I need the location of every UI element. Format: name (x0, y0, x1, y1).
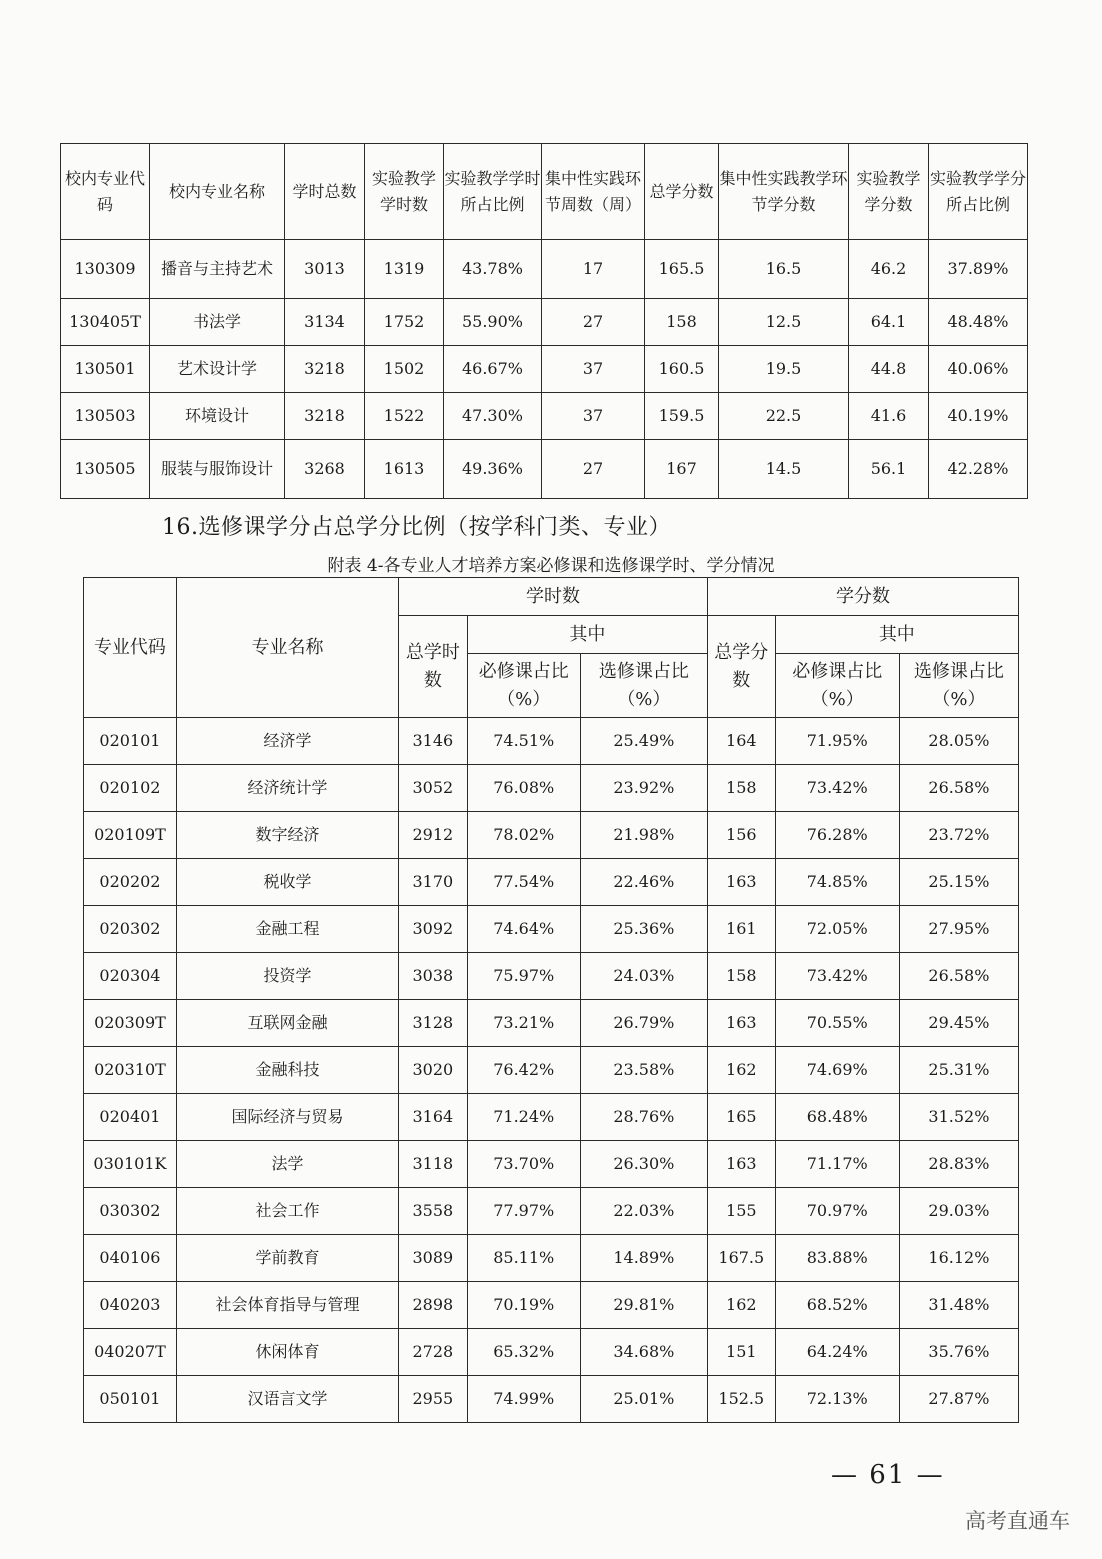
table-cell: 37 (542, 393, 645, 440)
table-cell: 156 (707, 812, 775, 859)
table-row (84, 1376, 1019, 1423)
table-cell: 25.49% (580, 718, 707, 765)
table-cell: 金融科技 (176, 1047, 398, 1094)
table-cell: 030302 (84, 1188, 177, 1235)
table-cell: 74.51% (467, 718, 580, 765)
table-cell: 2912 (399, 812, 468, 859)
table-row (61, 240, 1028, 299)
table-cell: 3089 (399, 1235, 468, 1282)
table-row (84, 1188, 1019, 1235)
table-cell: 162 (707, 1047, 775, 1094)
table-cell: 28.05% (899, 718, 1018, 765)
table-cell: 73.42% (775, 953, 899, 1000)
table-cell: 64.24% (775, 1329, 899, 1376)
table-cell: 78.02% (467, 812, 580, 859)
table-cell: 2728 (399, 1329, 468, 1376)
table-cell: 130501 (61, 346, 150, 393)
course-ratio-table (83, 577, 1019, 1423)
table-cell: 020101 (84, 718, 177, 765)
table-cell: 29.45% (899, 1000, 1018, 1047)
table-cell: 学前教育 (176, 1235, 398, 1282)
table-cell: 3268 (285, 440, 365, 499)
table-row (84, 953, 1019, 1000)
table-cell: 环境设计 (150, 393, 285, 440)
table-cell: 37.89% (929, 240, 1028, 299)
table-cell: 164 (707, 718, 775, 765)
table-cell: 社会工作 (176, 1188, 398, 1235)
table-cell: 73.70% (467, 1141, 580, 1188)
table-cell: 44.8 (849, 346, 929, 393)
table-cell: 130505 (61, 440, 150, 499)
table-row (61, 346, 1028, 393)
table-cell: 12.5 (719, 299, 849, 346)
table-cell: 47.30% (444, 393, 542, 440)
table-cell: 158 (645, 299, 719, 346)
table-cell: 040203 (84, 1282, 177, 1329)
table-cell: 23.92% (580, 765, 707, 812)
table-cell: 25.36% (580, 906, 707, 953)
table1-header-row (61, 144, 1028, 240)
table-cell: 70.97% (775, 1188, 899, 1235)
table1-header-cell: 实验教学学分数 (849, 144, 929, 240)
table-cell: 74.85% (775, 859, 899, 906)
header-among-credits: 其中 (775, 616, 1018, 654)
table-cell: 55.90% (444, 299, 542, 346)
table-cell: 23.58% (580, 1047, 707, 1094)
table-cell: 19.5 (719, 346, 849, 393)
table-cell: 130503 (61, 393, 150, 440)
table-cell: 020401 (84, 1094, 177, 1141)
table-cell: 71.17% (775, 1141, 899, 1188)
table-cell: 158 (707, 953, 775, 1000)
header-elective-ratio-credits: 选修课占比（%） (899, 654, 1018, 718)
table-cell: 77.54% (467, 859, 580, 906)
table-cell: 国际经济与贸易 (176, 1094, 398, 1141)
table-cell: 83.88% (775, 1235, 899, 1282)
table-cell: 48.48% (929, 299, 1028, 346)
table-cell: 73.42% (775, 765, 899, 812)
table-cell: 46.67% (444, 346, 542, 393)
table-cell: 49.36% (444, 440, 542, 499)
table-cell: 1502 (365, 346, 444, 393)
table-cell: 167 (645, 440, 719, 499)
table-cell: 163 (707, 1000, 775, 1047)
professional-practice-table (60, 143, 1028, 499)
table-cell: 播音与主持艺术 (150, 240, 285, 299)
table-cell: 27.95% (899, 906, 1018, 953)
table-cell: 经济学 (176, 718, 398, 765)
table-cell: 56.1 (849, 440, 929, 499)
table-cell: 数字经济 (176, 812, 398, 859)
header-total-credits: 总学分数 (707, 616, 775, 718)
table1-header-cell: 校内专业代码 (61, 144, 150, 240)
table-cell: 25.31% (899, 1047, 1018, 1094)
table-cell: 书法学 (150, 299, 285, 346)
table-cell: 050101 (84, 1376, 177, 1423)
header-code: 专业代码 (84, 578, 177, 718)
table1-body (61, 240, 1028, 499)
table-row (84, 1282, 1019, 1329)
table-cell: 41.6 (849, 393, 929, 440)
table-cell: 74.64% (467, 906, 580, 953)
header-required-ratio-credits: 必修课占比（%） (775, 654, 899, 718)
table-cell: 16.12% (899, 1235, 1018, 1282)
table-cell: 3052 (399, 765, 468, 812)
table-cell: 1752 (365, 299, 444, 346)
table-cell: 3134 (285, 299, 365, 346)
table-cell: 76.28% (775, 812, 899, 859)
table-cell: 社会体育指导与管理 (176, 1282, 398, 1329)
table-cell: 162 (707, 1282, 775, 1329)
table-cell: 35.76% (899, 1329, 1018, 1376)
table-cell: 3013 (285, 240, 365, 299)
table-cell: 71.95% (775, 718, 899, 765)
table-cell: 160.5 (645, 346, 719, 393)
table-row (61, 299, 1028, 346)
table-caption: 附表 4-各专业人才培养方案必修课和选修课学时、学分情况 (327, 556, 775, 576)
table-row (84, 906, 1019, 953)
table-row (84, 1047, 1019, 1094)
table-cell: 159.5 (645, 393, 719, 440)
table-cell: 28.76% (580, 1094, 707, 1141)
table-row (84, 765, 1019, 812)
table-cell: 27 (542, 299, 645, 346)
table1-header-cell: 实验教学学分所占比例 (929, 144, 1028, 240)
table-cell: 72.13% (775, 1376, 899, 1423)
table-cell: 23.72% (899, 812, 1018, 859)
table-cell: 34.68% (580, 1329, 707, 1376)
table-cell: 64.1 (849, 299, 929, 346)
table-cell: 151 (707, 1329, 775, 1376)
table-row (84, 1235, 1019, 1282)
table-cell: 020310T (84, 1047, 177, 1094)
table-row (84, 1000, 1019, 1047)
table-cell: 71.24% (467, 1094, 580, 1141)
table-cell: 77.97% (467, 1188, 580, 1235)
table-cell: 74.99% (467, 1376, 580, 1423)
table-cell: 46.2 (849, 240, 929, 299)
table1-header-cell: 实验教学学时数 (365, 144, 444, 240)
table-cell: 85.11% (467, 1235, 580, 1282)
table-cell: 163 (707, 1141, 775, 1188)
table-cell: 1319 (365, 240, 444, 299)
table-cell: 42.28% (929, 440, 1028, 499)
table-cell: 40.06% (929, 346, 1028, 393)
table-cell: 16.5 (719, 240, 849, 299)
table-cell: 汉语言文学 (176, 1376, 398, 1423)
table-cell: 17 (542, 240, 645, 299)
table-cell: 3558 (399, 1188, 468, 1235)
page-number: — 61 — (831, 1460, 945, 1490)
table-cell: 投资学 (176, 953, 398, 1000)
table-cell: 3118 (399, 1141, 468, 1188)
table-cell: 130309 (61, 240, 150, 299)
table-cell: 25.01% (580, 1376, 707, 1423)
table-row (84, 718, 1019, 765)
table-cell: 74.69% (775, 1047, 899, 1094)
table2-body (84, 718, 1019, 1423)
table-cell: 020304 (84, 953, 177, 1000)
table1-header-cell: 总学分数 (645, 144, 719, 240)
table-cell: 21.98% (580, 812, 707, 859)
header-name: 专业名称 (176, 578, 398, 718)
table-cell: 040106 (84, 1235, 177, 1282)
table-cell: 158 (707, 765, 775, 812)
table-cell: 152.5 (707, 1376, 775, 1423)
table-cell: 3218 (285, 346, 365, 393)
table-cell: 3146 (399, 718, 468, 765)
table-cell: 22.46% (580, 859, 707, 906)
table-cell: 43.78% (444, 240, 542, 299)
table-cell: 26.30% (580, 1141, 707, 1188)
table1-header-cell: 学时总数 (285, 144, 365, 240)
table-cell: 25.15% (899, 859, 1018, 906)
table-cell: 68.48% (775, 1094, 899, 1141)
header-required-ratio: 必修课占比（%） (467, 654, 580, 718)
table-cell: 金融工程 (176, 906, 398, 953)
table-cell: 76.08% (467, 765, 580, 812)
table-cell: 互联网金融 (176, 1000, 398, 1047)
table1-header-cell: 集中性实践环节周数（周） (542, 144, 645, 240)
table-cell: 31.48% (899, 1282, 1018, 1329)
table-cell: 020302 (84, 906, 177, 953)
header-total-hours: 总学时数 (399, 616, 468, 718)
table-cell: 法学 (176, 1141, 398, 1188)
table-cell: 020102 (84, 765, 177, 812)
table-cell: 26.79% (580, 1000, 707, 1047)
table-cell: 155 (707, 1188, 775, 1235)
table-cell: 020109T (84, 812, 177, 859)
table-cell: 14.89% (580, 1235, 707, 1282)
table-cell: 税收学 (176, 859, 398, 906)
table-cell: 3170 (399, 859, 468, 906)
table-cell: 70.19% (467, 1282, 580, 1329)
table-cell: 020309T (84, 1000, 177, 1047)
table-cell: 28.83% (899, 1141, 1018, 1188)
table-cell: 3020 (399, 1047, 468, 1094)
table-cell: 26.58% (899, 765, 1018, 812)
table-row (84, 1094, 1019, 1141)
table-cell: 130405T (61, 299, 150, 346)
table-cell: 14.5 (719, 440, 849, 499)
table-cell: 030101K (84, 1141, 177, 1188)
table-cell: 26.58% (899, 953, 1018, 1000)
table-cell: 服装与服饰设计 (150, 440, 285, 499)
table-cell: 161 (707, 906, 775, 953)
table1-header-cell: 校内专业名称 (150, 144, 285, 240)
table-cell: 40.19% (929, 393, 1028, 440)
table-row (84, 1329, 1019, 1376)
table-cell: 1613 (365, 440, 444, 499)
table-cell: 020202 (84, 859, 177, 906)
table-row (84, 812, 1019, 859)
table-cell: 76.42% (467, 1047, 580, 1094)
header-credits-group: 学分数 (707, 578, 1018, 616)
table-cell: 29.81% (580, 1282, 707, 1329)
table-row (61, 440, 1028, 499)
table-cell: 040207T (84, 1329, 177, 1376)
table-cell: 3038 (399, 953, 468, 1000)
table-cell: 165.5 (645, 240, 719, 299)
table-cell: 75.97% (467, 953, 580, 1000)
table2-header-row (84, 578, 1019, 616)
table-cell: 72.05% (775, 906, 899, 953)
table-cell: 163 (707, 859, 775, 906)
table-cell: 3164 (399, 1094, 468, 1141)
table-cell: 22.03% (580, 1188, 707, 1235)
table-cell: 24.03% (580, 953, 707, 1000)
table-cell: 2955 (399, 1376, 468, 1423)
table-cell: 70.55% (775, 1000, 899, 1047)
table-cell: 3128 (399, 1000, 468, 1047)
header-among-hours: 其中 (467, 616, 707, 654)
table-cell: 65.32% (467, 1329, 580, 1376)
table-cell: 29.03% (899, 1188, 1018, 1235)
header-hours-group: 学时数 (399, 578, 708, 616)
header-elective-ratio: 选修课占比（%） (580, 654, 707, 718)
watermark: 高考直通车 (965, 1509, 1070, 1533)
table-cell: 37 (542, 346, 645, 393)
table-cell: 3218 (285, 393, 365, 440)
table1-header-cell: 集中性实践教学环节学分数 (719, 144, 849, 240)
table-cell: 27.87% (899, 1376, 1018, 1423)
table-row (84, 859, 1019, 906)
table-cell: 165 (707, 1094, 775, 1141)
table-cell: 27 (542, 440, 645, 499)
table-cell: 艺术设计学 (150, 346, 285, 393)
table-cell: 休闲体育 (176, 1329, 398, 1376)
table-cell: 3092 (399, 906, 468, 953)
table-row (61, 393, 1028, 440)
table-cell: 167.5 (707, 1235, 775, 1282)
table1-header-cell: 实验教学学时所占比例 (444, 144, 542, 240)
table-cell: 2898 (399, 1282, 468, 1329)
table-row (84, 1141, 1019, 1188)
table-cell: 31.52% (899, 1094, 1018, 1141)
table-cell: 22.5 (719, 393, 849, 440)
table-cell: 73.21% (467, 1000, 580, 1047)
section-heading: 16.选修课学分占总学分比例（按学科门类、专业） (162, 515, 671, 540)
table-cell: 1522 (365, 393, 444, 440)
table-cell: 经济统计学 (176, 765, 398, 812)
table-cell: 68.52% (775, 1282, 899, 1329)
